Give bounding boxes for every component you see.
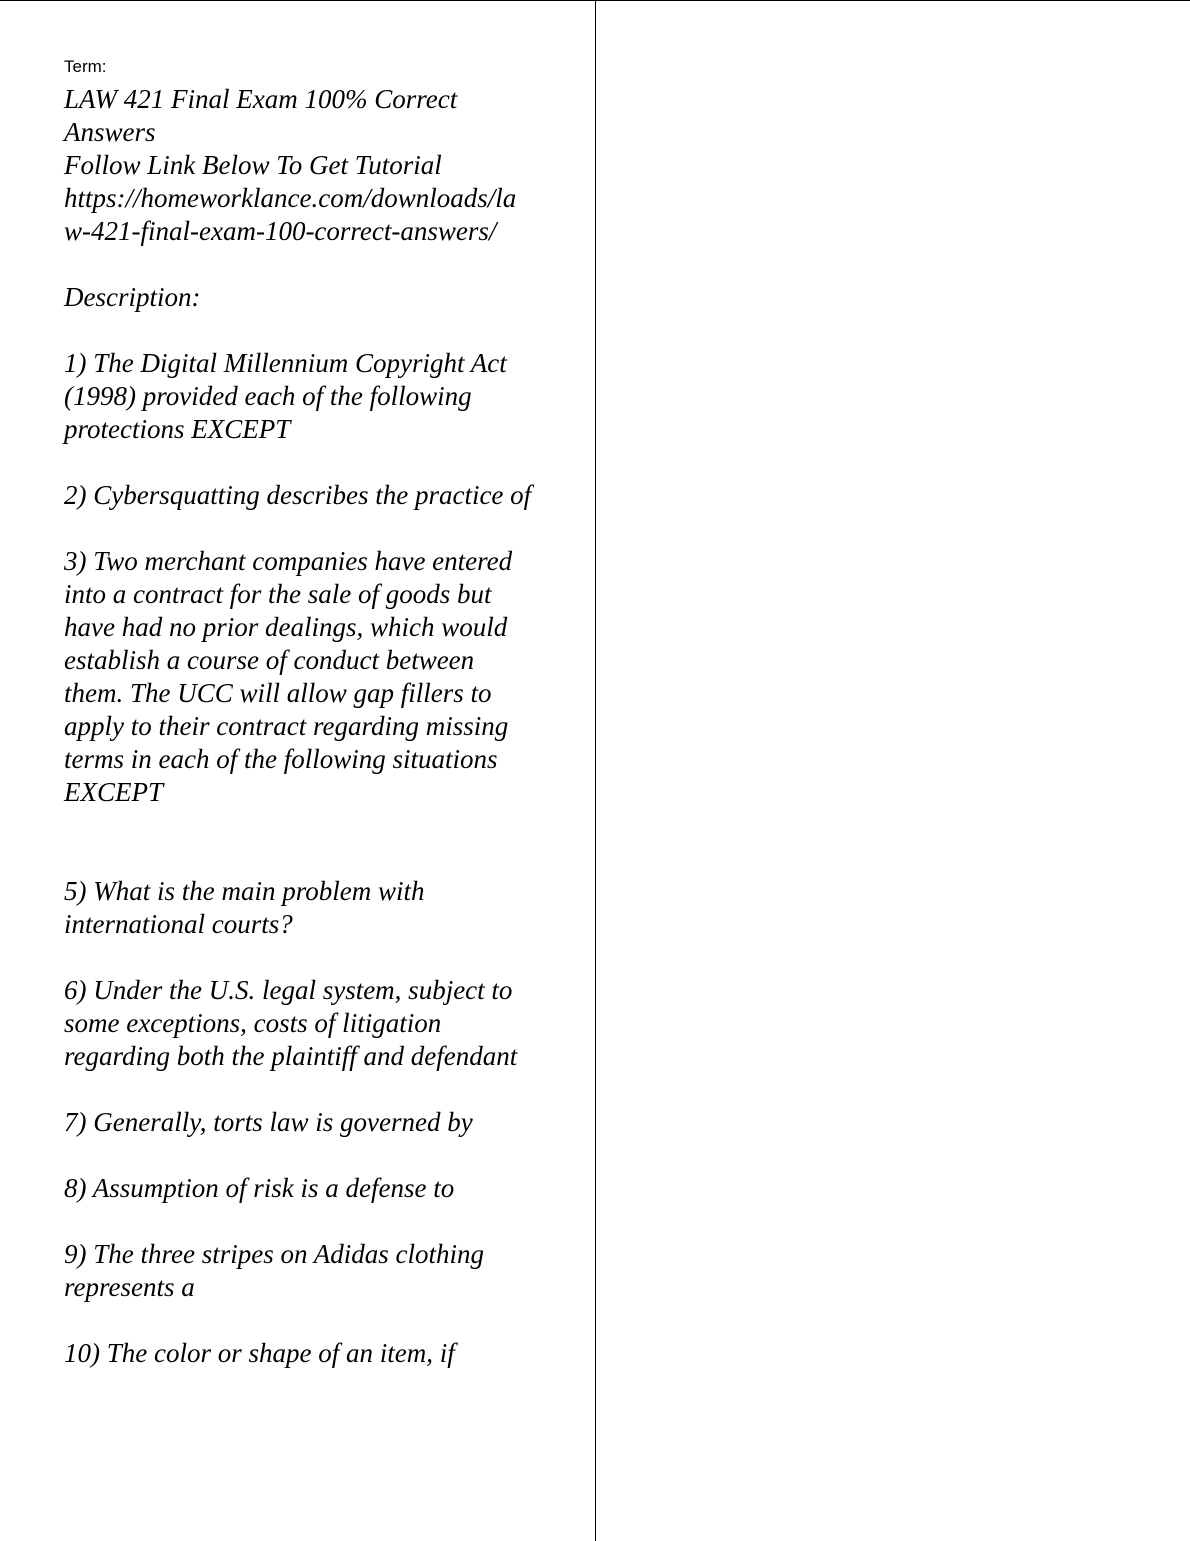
question-8: 8) Assumption of risk is a defense to: [64, 1173, 455, 1203]
question-3: 3) Two merchant companies have entered into a contract for the sale of goods but have had no prior dealings, which would establish a course of conduct between them. The UCC will allow gap fillers to apply to their contract regarding missing terms in each of the following situations EXCEPT: [64, 546, 513, 807]
description-label: Description:: [64, 282, 201, 312]
follow-link-text: Follow Link Below To Get Tutorial: [64, 150, 442, 180]
question-5: 5) What is the main problem with international courts?: [64, 876, 425, 939]
column-divider: [595, 1, 596, 1541]
tutorial-link[interactable]: https://homeworklance.com/downloads/law-421-final-exam-100-correct-answers/: [64, 183, 517, 246]
question-1: 1) The Digital Millennium Copyright Act (1998) provided each of the following protections EXCEPT: [64, 348, 507, 444]
question-2: 2) Cybersquatting describes the practice of: [64, 480, 532, 510]
question-9: 9) The three stripes on Adidas clothing represents a: [64, 1239, 484, 1302]
exam-title: LAW 421 Final Exam 100% Correct Answers: [64, 84, 458, 147]
term-label: Term:: [64, 57, 107, 76]
question-6: 6) Under the U.S. legal system, subject to some exceptions, costs of litigation regarding both the plaintiff and defendant: [64, 975, 518, 1071]
question-10: 10) The color or shape of an item, if: [64, 1338, 455, 1368]
term-content: [64, 83, 534, 1370]
question-7: 7) Generally, torts law is governed by: [64, 1107, 473, 1137]
term-cell: [64, 57, 534, 1370]
